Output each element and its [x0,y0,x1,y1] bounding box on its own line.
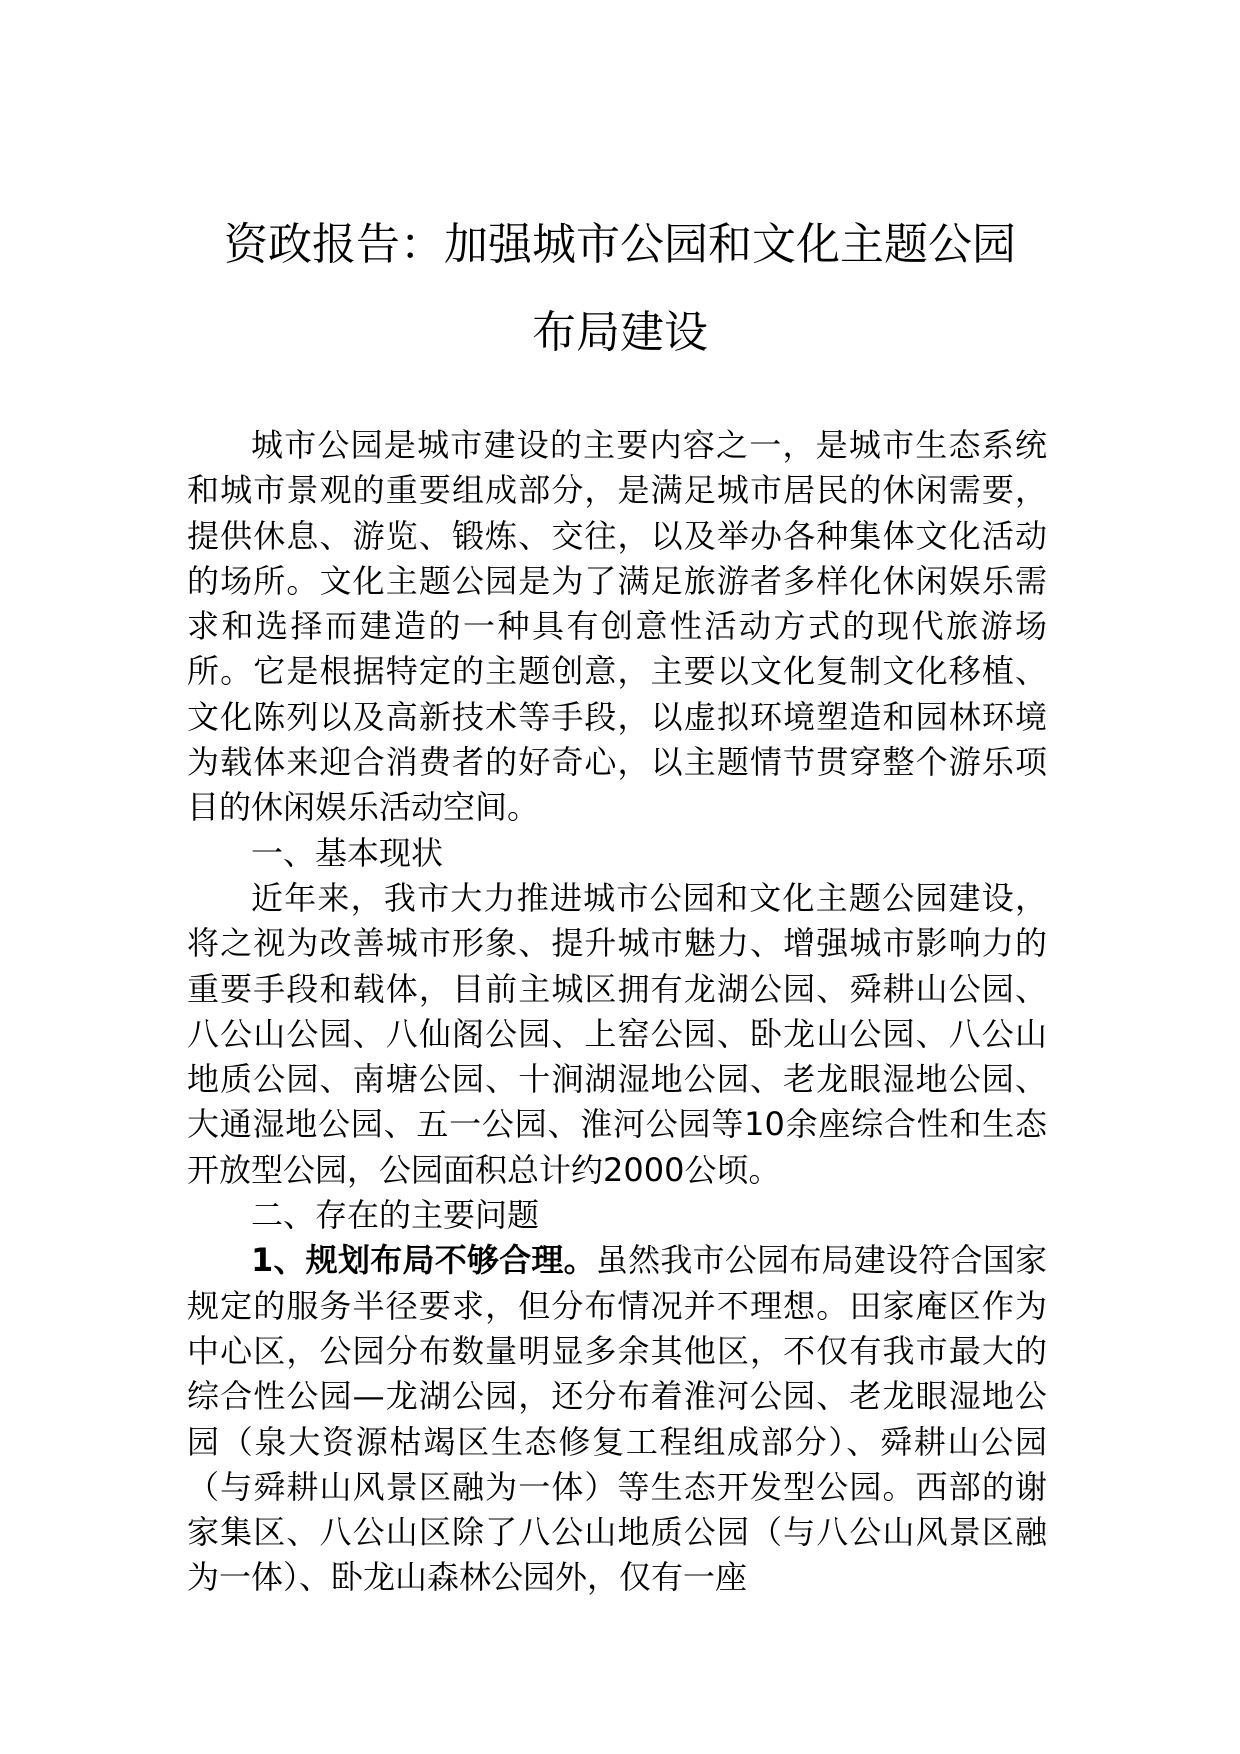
paragraph-planning-layout [187,1238,1047,1600]
paragraph-planning-layout-text: 虽然我市公园布局建设符合国家规定的服务半径要求，但分布情况并不理想。田家庵区作为中心区，公园分布数量明显多余其他区，不仅有我市最大的综合性公园—龙湖公园，还分布着淮河公园、老龙眼湿地公园（泉大资源枯竭区生态修复工程组成部分）、舜耕山公园（与舜耕山风景区融为一体）等生态开发型公园。西部的谢家集区、八公山区除了八公山地质公园（与八公山风景区融为一体）、卧龙山森林公园外，仅有一座 [187,1241,1047,1597]
document-title-line-2: 布局建设 [532,307,708,358]
paragraph-basic-status: 近年来，我市大力推进城市公园和文化主题公园建设，将之视为改善城市形象、提升城市魅力、增强城市影响力的重要手段和载体，目前主城区拥有龙湖公园、舜耕山公园、八公山公园、八仙阁公园、上窑公园、卧龙山公园、八公山地质公园、南塘公园、十涧湖湿地公园、老龙眼湿地公园、大通湿地公园、五一公园、淮河公园等10余座综合性和生态开放型公园，公园面积总计约2000公顷。 [187,878,1047,1189]
section-heading-main-problems: 二、存在的主要问题 [251,1196,540,1235]
paragraph-intro: 城市公园是城市建设的主要内容之一，是城市生态系统和城市景观的重要组成部分，是满足城市居民的休闲需要，提供休息、游览、锻炼、交往，以及举办各种集体文化活动的场所。文化主题公园是为了满足旅游者多样化休闲娱乐需求和选择而建造的一种具有创意性活动方式的现代旅游场所。它是根据特定的主题创意，主要以文化复制文化移植、文化陈列以及高新技术等手段，以虚拟环境塑造和园林环境为载体来迎合消费者的好奇心，以主题情节贯穿整个游乐项目的休闲娱乐活动空间。 [187,426,1047,827]
section-heading-basic-status: 一、基本现状 [251,833,444,872]
paragraph-lead-bold: 1、规划布局不够合理。 [251,1241,596,1280]
document-body [187,423,1047,1601]
document-title-line-1: 资政报告：加强城市公园和文化主题公园 [224,219,1016,270]
